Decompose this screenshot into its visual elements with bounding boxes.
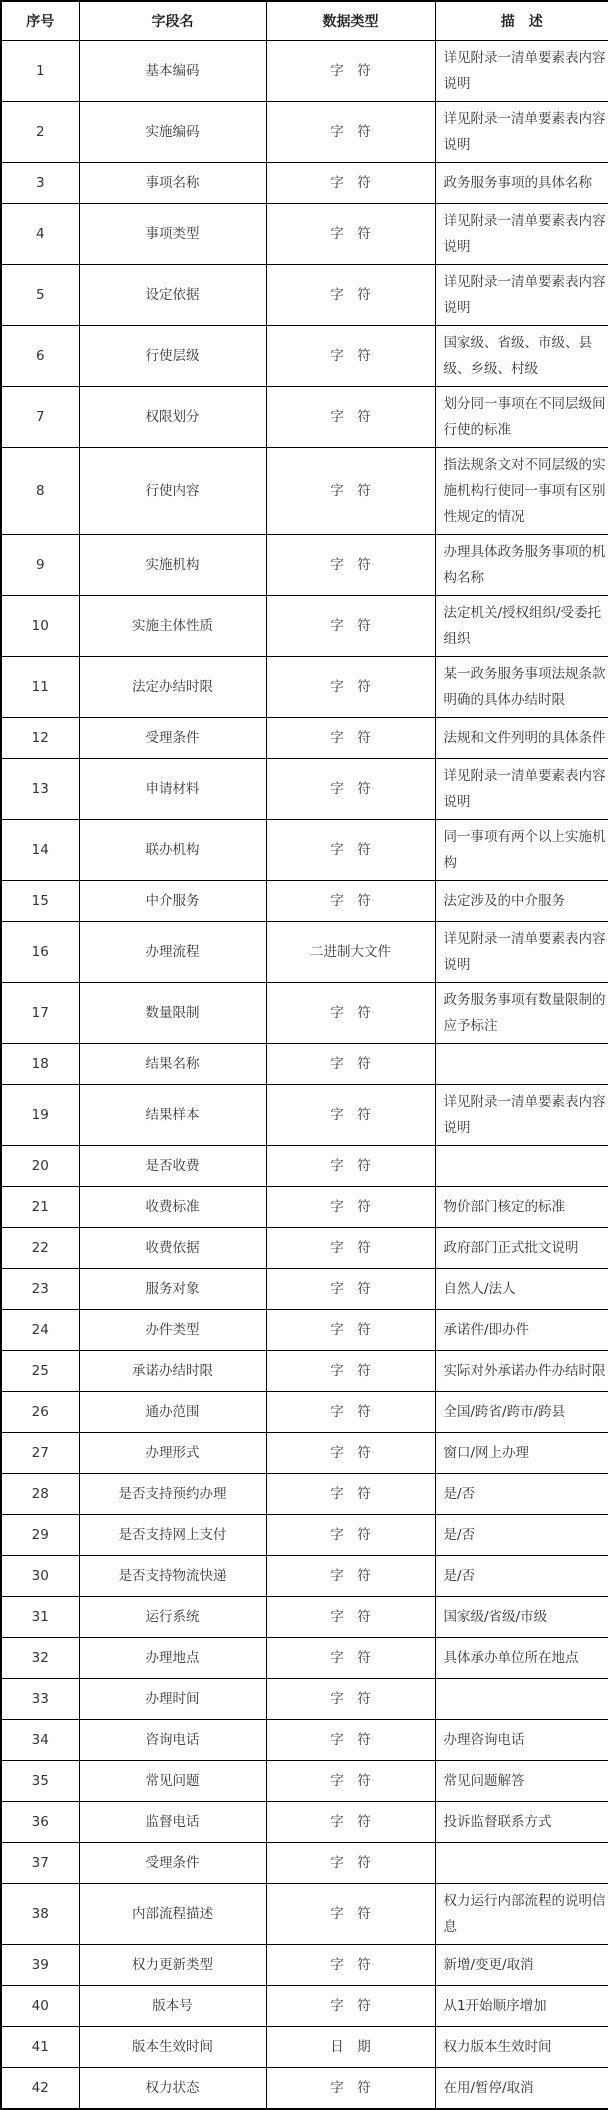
serial-number-cell: 18	[1, 1044, 79, 1085]
field-name-cell: 版本号	[79, 1986, 266, 2027]
description-cell: 详见附录一清单要素表内容说明	[435, 265, 608, 326]
data-type-cell: 字 符	[266, 759, 435, 820]
data-type-cell: 字 符	[266, 1597, 435, 1638]
table-row	[1, 1638, 608, 1679]
data-type-cell: 字 符	[266, 448, 435, 535]
description-cell: 详见附录一清单要素表内容说明	[435, 922, 608, 983]
field-name-cell: 事项类型	[79, 204, 266, 265]
table-row	[1, 1351, 608, 1392]
table-row	[1, 718, 608, 759]
description-cell: 国家级/省级/市级	[435, 1597, 608, 1638]
serial-number-cell: 11	[1, 657, 79, 718]
field-name-cell: 内部流程描述	[79, 1884, 266, 1945]
serial-number-cell: 38	[1, 1884, 79, 1945]
serial-number-cell: 42	[1, 2068, 79, 2110]
data-type-cell: 字 符	[266, 820, 435, 881]
table-row	[1, 1269, 608, 1310]
description-cell: 政务服务事项的具体名称	[435, 163, 608, 204]
description-cell: 划分同一事项在不同层级间行使的标准	[435, 387, 608, 448]
table-row	[1, 41, 608, 102]
field-name-cell: 结果名称	[79, 1044, 266, 1085]
table-row	[1, 1085, 608, 1146]
table-row	[1, 1761, 608, 1802]
field-name-cell: 收费依据	[79, 1228, 266, 1269]
description-cell: 窗口/网上办理	[435, 1433, 608, 1474]
serial-number-cell: 30	[1, 1556, 79, 1597]
description-cell: 办理咨询电话	[435, 1720, 608, 1761]
table-row	[1, 1556, 608, 1597]
field-name-cell: 中介服务	[79, 881, 266, 922]
field-name-cell: 基本编码	[79, 41, 266, 102]
description-cell	[435, 1146, 608, 1187]
field-name-cell: 行使层级	[79, 326, 266, 387]
table-row	[1, 1392, 608, 1433]
description-cell: 实际对外承诺办件办结时限	[435, 1351, 608, 1392]
data-type-cell: 字 符	[266, 1945, 435, 1986]
serial-number-cell: 26	[1, 1392, 79, 1433]
field-name-cell: 服务对象	[79, 1269, 266, 1310]
data-type-cell: 字 符	[266, 1269, 435, 1310]
serial-number-cell: 19	[1, 1085, 79, 1146]
table-row	[1, 820, 608, 881]
description-cell: 详见附录一清单要素表内容说明	[435, 1085, 608, 1146]
field-name-cell: 版本生效时间	[79, 2027, 266, 2068]
description-cell: 在用/暂停/取消	[435, 2068, 608, 2110]
data-type-cell: 二进制大文件	[266, 922, 435, 983]
table-row	[1, 759, 608, 820]
table-row	[1, 1884, 608, 1945]
field-name-cell: 行使内容	[79, 448, 266, 535]
field-name-cell: 通办范围	[79, 1392, 266, 1433]
field-name-cell: 实施机构	[79, 535, 266, 596]
data-type-cell: 字 符	[266, 1638, 435, 1679]
table-row	[1, 163, 608, 204]
serial-number-cell: 16	[1, 922, 79, 983]
description-cell: 办理具体政务服务事项的机构名称	[435, 535, 608, 596]
serial-number-cell: 17	[1, 983, 79, 1044]
field-name-cell: 监督电话	[79, 1802, 266, 1843]
serial-number-cell: 40	[1, 1986, 79, 2027]
data-type-cell: 字 符	[266, 265, 435, 326]
serial-number-cell: 5	[1, 265, 79, 326]
field-name-cell: 常见问题	[79, 1761, 266, 1802]
table-body	[1, 41, 608, 2110]
table-row	[1, 102, 608, 163]
data-type-cell: 字 符	[266, 1843, 435, 1884]
description-cell: 政务服务事项有数量限制的应予标注	[435, 983, 608, 1044]
serial-number-cell: 7	[1, 387, 79, 448]
table-row	[1, 1679, 608, 1720]
description-cell: 具体承办单位所在地点	[435, 1638, 608, 1679]
table-row	[1, 1515, 608, 1556]
description-cell: 详见附录一清单要素表内容说明	[435, 41, 608, 102]
field-name-cell: 办件类型	[79, 1310, 266, 1351]
data-type-cell: 字 符	[266, 2068, 435, 2110]
field-name-cell: 办理形式	[79, 1433, 266, 1474]
serial-number-cell: 33	[1, 1679, 79, 1720]
description-cell: 法定涉及的中介服务	[435, 881, 608, 922]
description-cell: 国家级、省级、市级、县级、乡级、村级	[435, 326, 608, 387]
field-name-cell: 实施编码	[79, 102, 266, 163]
field-name-cell: 法定办结时限	[79, 657, 266, 718]
serial-number-cell: 27	[1, 1433, 79, 1474]
data-type-cell: 字 符	[266, 1187, 435, 1228]
header-data-type: 数据类型	[266, 1, 435, 41]
header-field-name: 字段名	[79, 1, 266, 41]
serial-number-cell: 29	[1, 1515, 79, 1556]
data-type-cell: 字 符	[266, 535, 435, 596]
table-row	[1, 1843, 608, 1884]
data-type-cell: 字 符	[266, 1392, 435, 1433]
table-row	[1, 535, 608, 596]
field-name-cell: 咨询电话	[79, 1720, 266, 1761]
field-name-cell: 联办机构	[79, 820, 266, 881]
description-cell: 从1开始顺序增加	[435, 1986, 608, 2027]
table-header-row	[1, 1, 608, 41]
table-row	[1, 204, 608, 265]
table-row	[1, 387, 608, 448]
data-type-cell: 字 符	[266, 1679, 435, 1720]
table-row	[1, 1986, 608, 2027]
field-name-cell: 办理流程	[79, 922, 266, 983]
description-cell: 承诺件/即办件	[435, 1310, 608, 1351]
description-cell: 某一政务服务事项法规条款明确的具体办结时限	[435, 657, 608, 718]
field-name-cell: 是否支持物流快递	[79, 1556, 266, 1597]
data-type-cell: 字 符	[266, 1351, 435, 1392]
data-type-cell: 字 符	[266, 1884, 435, 1945]
serial-number-cell: 24	[1, 1310, 79, 1351]
field-name-cell: 办理地点	[79, 1638, 266, 1679]
description-cell: 指法规条文对不同层级的实施机构行使同一事项有区别性规定的情况	[435, 448, 608, 535]
data-type-cell: 字 符	[266, 1146, 435, 1187]
data-type-cell: 字 符	[266, 1761, 435, 1802]
description-cell: 是/否	[435, 1556, 608, 1597]
serial-number-cell: 12	[1, 718, 79, 759]
table-row	[1, 1474, 608, 1515]
serial-number-cell: 36	[1, 1802, 79, 1843]
field-name-cell: 是否收费	[79, 1146, 266, 1187]
serial-number-cell: 37	[1, 1843, 79, 1884]
data-type-cell: 字 符	[266, 387, 435, 448]
description-cell: 详见附录一清单要素表内容说明	[435, 102, 608, 163]
field-name-cell: 收费标准	[79, 1187, 266, 1228]
field-name-cell: 事项名称	[79, 163, 266, 204]
data-type-cell: 字 符	[266, 1228, 435, 1269]
table-row	[1, 657, 608, 718]
description-cell: 常见问题解答	[435, 1761, 608, 1802]
table-row	[1, 1228, 608, 1269]
description-cell: 法定机关/授权组织/受委托组织	[435, 596, 608, 657]
description-cell: 新增/变更/取消	[435, 1945, 608, 1986]
data-type-cell: 字 符	[266, 41, 435, 102]
field-name-cell: 运行系统	[79, 1597, 266, 1638]
serial-number-cell: 15	[1, 881, 79, 922]
serial-number-cell: 8	[1, 448, 79, 535]
field-name-cell: 办理时间	[79, 1679, 266, 1720]
field-name-cell: 权力更新类型	[79, 1945, 266, 1986]
description-cell: 政府部门正式批文说明	[435, 1228, 608, 1269]
table-row	[1, 1044, 608, 1085]
header-serial-number: 序号	[1, 1, 79, 41]
field-name-cell: 结果样本	[79, 1085, 266, 1146]
serial-number-cell: 39	[1, 1945, 79, 1986]
table-row	[1, 1433, 608, 1474]
data-type-cell: 字 符	[266, 1556, 435, 1597]
field-name-cell: 受理条件	[79, 718, 266, 759]
serial-number-cell: 32	[1, 1638, 79, 1679]
data-type-cell: 字 符	[266, 983, 435, 1044]
serial-number-cell: 13	[1, 759, 79, 820]
table-row	[1, 1187, 608, 1228]
serial-number-cell: 10	[1, 596, 79, 657]
description-cell: 是/否	[435, 1474, 608, 1515]
data-type-cell: 字 符	[266, 204, 435, 265]
data-type-cell: 字 符	[266, 596, 435, 657]
table-row	[1, 2027, 608, 2068]
table-row	[1, 596, 608, 657]
field-name-cell: 是否支持预约办理	[79, 1474, 266, 1515]
description-cell: 物价部门核定的标准	[435, 1187, 608, 1228]
data-type-cell: 字 符	[266, 1044, 435, 1085]
data-type-cell: 字 符	[266, 1986, 435, 2027]
data-type-cell: 日 期	[266, 2027, 435, 2068]
serial-number-cell: 20	[1, 1146, 79, 1187]
data-type-cell: 字 符	[266, 1085, 435, 1146]
field-name-cell: 数量限制	[79, 983, 266, 1044]
data-type-cell: 字 符	[266, 1474, 435, 1515]
description-cell: 权力版本生效时间	[435, 2027, 608, 2068]
field-name-cell: 实施主体性质	[79, 596, 266, 657]
field-name-cell: 申请材料	[79, 759, 266, 820]
field-name-cell: 承诺办结时限	[79, 1351, 266, 1392]
serial-number-cell: 4	[1, 204, 79, 265]
serial-number-cell: 35	[1, 1761, 79, 1802]
data-type-cell: 字 符	[266, 326, 435, 387]
data-type-cell: 字 符	[266, 1310, 435, 1351]
serial-number-cell: 22	[1, 1228, 79, 1269]
serial-number-cell: 14	[1, 820, 79, 881]
description-cell	[435, 1044, 608, 1085]
description-cell: 投诉监督联系方式	[435, 1802, 608, 1843]
serial-number-cell: 6	[1, 326, 79, 387]
serial-number-cell: 3	[1, 163, 79, 204]
description-cell: 同一事项有两个以上实施机构	[435, 820, 608, 881]
description-cell: 是/否	[435, 1515, 608, 1556]
serial-number-cell: 1	[1, 41, 79, 102]
table-row	[1, 326, 608, 387]
data-type-cell: 字 符	[266, 1802, 435, 1843]
field-name-cell: 是否支持网上支付	[79, 1515, 266, 1556]
data-type-cell: 字 符	[266, 881, 435, 922]
table-row	[1, 983, 608, 1044]
serial-number-cell: 2	[1, 102, 79, 163]
data-type-cell: 字 符	[266, 163, 435, 204]
description-cell: 详见附录一清单要素表内容说明	[435, 204, 608, 265]
data-type-cell: 字 符	[266, 1720, 435, 1761]
field-name-cell: 权限划分	[79, 387, 266, 448]
table-row	[1, 1146, 608, 1187]
table-row	[1, 265, 608, 326]
field-name-cell: 设定依据	[79, 265, 266, 326]
data-type-cell: 字 符	[266, 657, 435, 718]
serial-number-cell: 41	[1, 2027, 79, 2068]
description-cell: 自然人/法人	[435, 1269, 608, 1310]
field-name-cell: 权力状态	[79, 2068, 266, 2110]
serial-number-cell: 9	[1, 535, 79, 596]
serial-number-cell: 31	[1, 1597, 79, 1638]
header-description: 描 述	[435, 1, 608, 41]
description-cell: 详见附录一清单要素表内容说明	[435, 759, 608, 820]
serial-number-cell: 23	[1, 1269, 79, 1310]
data-type-cell: 字 符	[266, 1515, 435, 1556]
description-cell	[435, 1679, 608, 1720]
table-row	[1, 922, 608, 983]
serial-number-cell: 25	[1, 1351, 79, 1392]
description-cell: 法规和文件列明的具体条件	[435, 718, 608, 759]
data-type-cell: 字 符	[266, 102, 435, 163]
description-cell: 全国/跨省/跨市/跨县	[435, 1392, 608, 1433]
data-type-cell: 字 符	[266, 1433, 435, 1474]
field-name-cell: 受理条件	[79, 1843, 266, 1884]
table-row	[1, 1310, 608, 1351]
table-row	[1, 2068, 608, 2110]
table-row	[1, 1945, 608, 1986]
table-row	[1, 1720, 608, 1761]
table-row	[1, 448, 608, 535]
description-cell: 权力运行内部流程的说明信息	[435, 1884, 608, 1945]
table-row	[1, 1597, 608, 1638]
description-cell	[435, 1843, 608, 1884]
table-row	[1, 881, 608, 922]
serial-number-cell: 21	[1, 1187, 79, 1228]
table-row	[1, 1802, 608, 1843]
serial-number-cell: 28	[1, 1474, 79, 1515]
data-type-cell: 字 符	[266, 718, 435, 759]
serial-number-cell: 34	[1, 1720, 79, 1761]
